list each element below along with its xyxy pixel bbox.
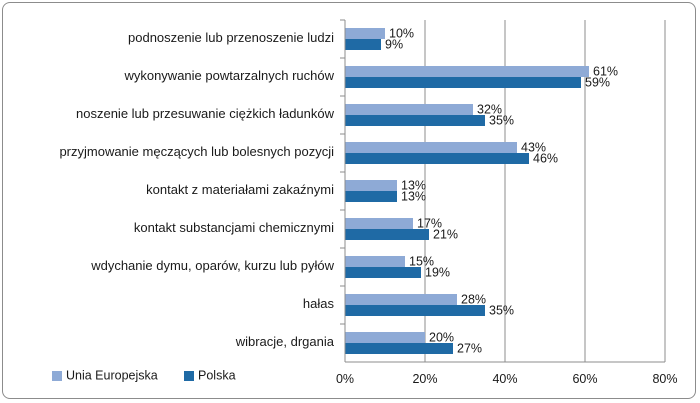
x-tick-label: 0% <box>335 372 355 386</box>
bar-poland <box>345 115 485 126</box>
legend-label: Unia Europejska <box>66 368 158 383</box>
value-label: 43% <box>521 140 547 155</box>
legend <box>52 368 236 382</box>
category-label: hałas <box>302 295 334 311</box>
value-label: 13% <box>401 178 427 193</box>
bar-poland <box>345 229 429 240</box>
bar-eu <box>345 142 517 153</box>
tick-labels <box>336 372 678 386</box>
bar-poland <box>345 343 453 354</box>
value-label: 61% <box>593 64 619 79</box>
legend-swatch-poland <box>184 371 194 381</box>
bar-poland <box>345 267 421 278</box>
category-label: wykonywanie powtarzalnych ruchów <box>124 67 334 83</box>
category-label: kontakt substancjami chemicznymi <box>133 219 334 235</box>
value-label: 19% <box>425 265 451 280</box>
bar-eu <box>345 218 413 229</box>
legend-swatch-eu <box>52 371 62 381</box>
value-label: 46% <box>533 151 559 166</box>
bar-poland <box>345 191 397 202</box>
value-label: 35% <box>489 113 515 128</box>
value-label: 9% <box>385 37 404 52</box>
category-label: wdychanie dymu, oparów, kurzu lub pyłów <box>91 257 334 273</box>
category-labels <box>59 30 334 349</box>
value-label: 35% <box>489 303 515 318</box>
value-label: 13% <box>401 189 427 204</box>
bar-eu <box>345 66 589 77</box>
bar-eu <box>345 294 457 305</box>
bar-eu <box>345 256 405 267</box>
legend-label: Polska <box>198 368 236 383</box>
bar-poland <box>345 39 381 50</box>
bar-eu <box>345 104 473 115</box>
category-label: przyjmowanie męczących lub bolesnych pozycji <box>59 143 334 159</box>
x-tick-label: 40% <box>492 372 518 386</box>
category-label: noszenie lub przesuwanie ciężkich ładunków <box>76 105 334 121</box>
category-label: kontakt z materiałami zakaźnymi <box>146 181 334 197</box>
bar-eu <box>345 180 397 191</box>
bar-poland <box>345 77 581 88</box>
bar-poland <box>345 153 529 164</box>
bar-eu <box>345 28 385 39</box>
bar-eu <box>345 332 425 343</box>
x-tick-label: 80% <box>652 372 678 386</box>
value-label: 10% <box>389 26 415 41</box>
value-label: 59% <box>585 75 611 90</box>
value-label: 21% <box>433 227 459 242</box>
value-label: 20% <box>429 330 455 345</box>
category-label: wibracje, drgania <box>235 333 334 349</box>
value-label: 27% <box>457 341 483 356</box>
value-label: 32% <box>477 102 503 117</box>
category-label: podnoszenie lub przenoszenie ludzi <box>128 29 334 45</box>
value-label: 15% <box>409 254 435 269</box>
value-label: 17% <box>417 216 443 231</box>
value-label: 28% <box>461 292 487 307</box>
bar-poland <box>345 305 485 316</box>
x-tick-label: 60% <box>572 372 598 386</box>
x-tick-label: 20% <box>412 372 438 386</box>
